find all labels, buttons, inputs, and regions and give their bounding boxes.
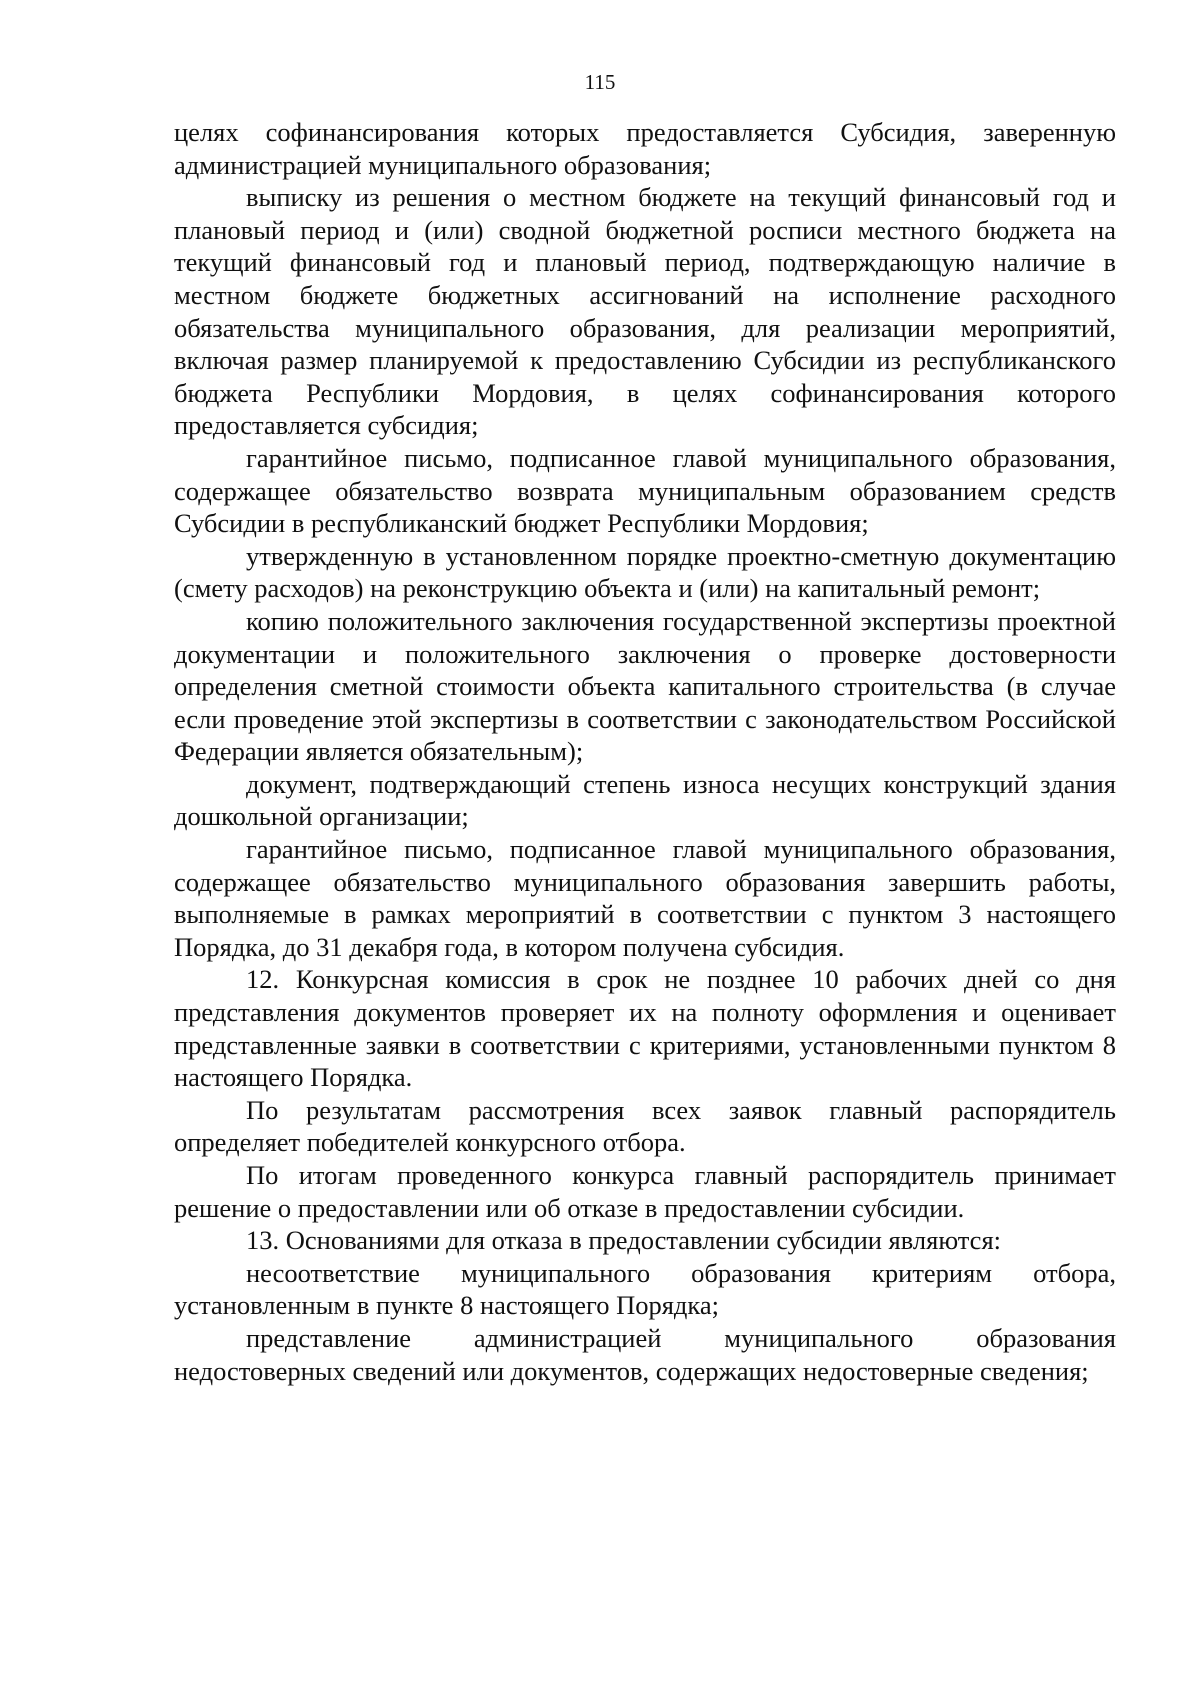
paragraph-guarantee-letter-return: гарантийное письмо, подписанное главой муниципального образования, содержащее обязательство возврата муниципальным образованием средств Субсидии в республиканский бюджет Республики Мордовия;: [174, 442, 1116, 539]
page-number: 115: [584, 70, 616, 94]
paragraph-winners: По результатам рассмотрения всех заявок главный распорядитель определяет победителей конкурсного отбора.: [174, 1094, 1116, 1158]
paragraph-budget-extract: выписку из решения о местном бюджете на текущий финансовый год и плановый период и (или) сводной бюджетной росписи местного бюджета на текущий финансовый год и плановый период, подтверждающую наличие в местном бюджете бюджетных ассигнований на исполнение расходного обязательства муниципального образования, для реализации мероприятий, включая размер планируемой к предоставлению Субсидии из республиканского бюджета Республики Мордовия, в целях софинансирования которого предоставляется субсидия;: [174, 182, 1116, 441]
paragraph-criteria-mismatch: несоответствие муниципального образования критериям отбора, установленным в пункте 8 настоящего Порядка;: [174, 1257, 1116, 1321]
paragraph-item-13: 13. Основаниями для отказа в предоставлении субсидии являются:: [246, 1225, 1001, 1256]
paragraph-design-estimate: утвержденную в установленном порядке проектно-сметную документацию (смету расходов) на реконструкцию объекта и (или) на капитальный ремонт;: [174, 540, 1116, 604]
paragraph-item-12: 12. Конкурсная комиссия в срок не позднее 10 рабочих дней со дня представления документов проверяет их на полноту оформления и оценивает представленные заявки в соответствии с критериями, установленными пунктом 8 настоящего Порядка.: [174, 964, 1116, 1093]
paragraph-decision: По итогам проведенного конкурса главный распорядитель принимает решение о предоставлении или об отказе в предоставлении субсидии.: [174, 1160, 1116, 1223]
document-body: [174, 116, 1116, 1387]
paragraph-guarantee-letter-completion: гарантийное письмо, подписанное главой муниципального образования, содержащее обязательство муниципального образования завершить работы, выполняемые в рамках мероприятий в соответствии с пунктом 3 настоящего Порядка, до 31 декабря года, в котором получена субсидия.: [174, 834, 1116, 962]
paragraph-false-information: представление администрацией муниципального образования недостоверных сведений или документов, содержащих недостоверные сведения;: [174, 1322, 1116, 1386]
paragraph-wear-document: документ, подтверждающий степень износа несущих конструкций здания дошкольной организации;: [174, 768, 1116, 832]
paragraph-expertise-conclusion: копию положительного заключения государственной экспертизы проектной документации и положительного заключения о проверке достоверности определения сметной стоимости объекта капитального строительства (в случае если проведение этой экспертизы в соответствии с законодательством Российской Федерации является обязательным);: [174, 605, 1116, 767]
paragraph-continuation: целях софинансирования которых предоставляется Субсидия, заверенную администрацией муниципального образования;: [174, 117, 1116, 180]
